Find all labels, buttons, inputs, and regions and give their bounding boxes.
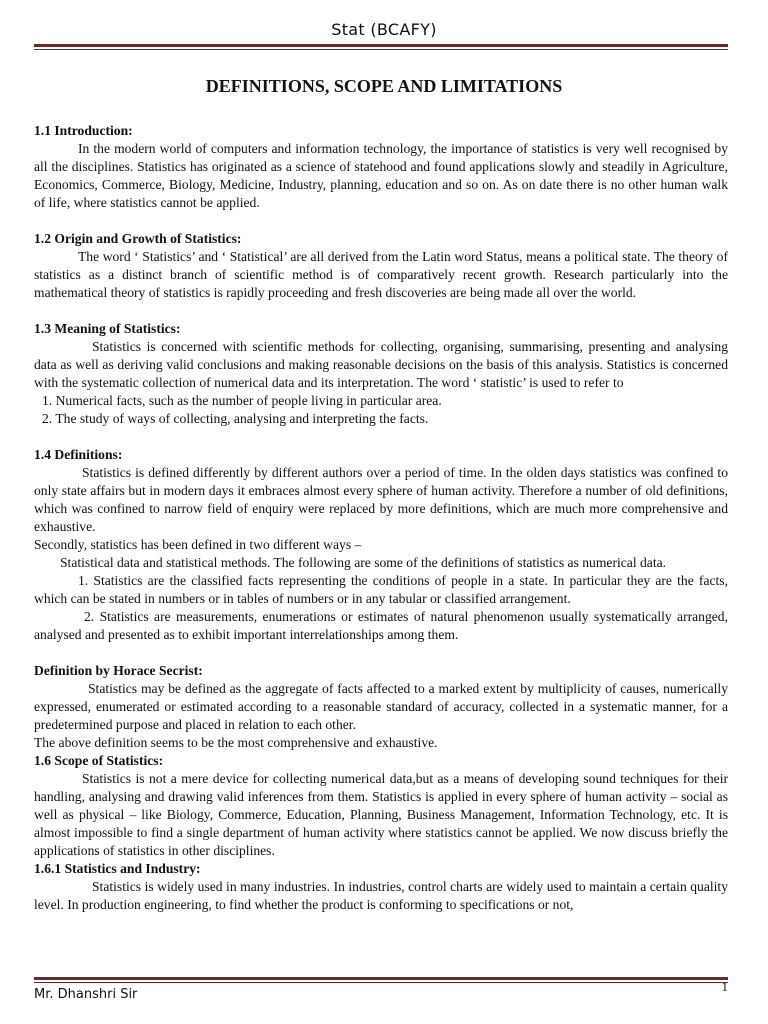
paragraph-horace-note: The above definition seems to be the most comprehensive and exhaustive. (34, 735, 438, 750)
section-heading-definitions: 1.4 Definitions: (34, 447, 123, 462)
running-header: Stat (BCAFY) (331, 20, 437, 39)
footer-rule (34, 977, 728, 983)
paragraph-industry: Statistics is widely used in many industries. In industries, control charts are widely used to maintain a certain quality level. In production engineering, to find whether the product is conforming to specifications or not, (34, 879, 728, 912)
paragraph-scope: Statistics is not a mere device for collecting numerical data,but as a means of developing sound techniques for their handling, analysing and drawing valid inferences from them. Statistics is applied in every sphere of human activity – social as well as physical – like Biology, Commerce, Education, Planning, Business Management, Information Technology, etc. It is almost impossible to find a single department of human activity where statistics cannot be applied. We now discuss briefly the applications of statistics in other disciplines. (34, 771, 728, 858)
list-item: 1. Numerical facts, such as the number of people living in particular area. (42, 393, 442, 408)
list-item: 2. The study of ways of collecting, analysing and interpreting the facts. (42, 411, 429, 426)
paragraph-definitions: Statistics is defined differently by different authors over a period of time. In the olden days statistics was confined to only state affairs but in modern days it embraces almost every sphere of human activity. Therefore a number of old definitions, which was confined to narrow field of enquiry were replaced by more definitions, which are much more comprehensive and exhaustive. (34, 465, 728, 534)
section-heading-scope: 1.6 Scope of Statistics: (34, 753, 164, 768)
paragraph-origin: The word ‘ Statistics’ and ‘ Statistical’ are all derived from the Latin word Status, means a political state. The theory of statistics as a distinct branch of scientific method is of comparatively recent growth. Research particularly into the mathematical theory of statistics is rapidly proceeding and fresh discoveries are being made all over the world. (34, 249, 728, 300)
header-rule (34, 44, 728, 50)
paragraph-meaning: Statistics is concerned with scientific methods for collecting, organising, summarising, presenting and analysing data as well as deriving valid conclusions and making reasonable decisions on the basis of this analysis. Statistics is concerned with the systematic collection of numerical data and its interpretation. The word ‘ statistic’ is used to refer to (34, 339, 728, 390)
paragraph-horace-secrist: Statistics may be defined as the aggregate of facts affected to a marked extent by multiplicity of causes, numerically expressed, enumerated or estimated according to a reasonable standard of accuracy, collected in a systematic manner, for a predetermined purpose and placed in relation to each other. (34, 681, 728, 732)
paragraph-introduction: In the modern world of computers and information technology, the importance of statistics is very well recognised by all the disciplines. Statistics has originated as a science of statehood and found applications slowly and steadily in Agriculture, Economics, Commerce, Biology, Medicine, Industry, planning, education and so on. As on date there is no other human walk of life, where statistics cannot be applied. (34, 141, 728, 210)
footer-author: Mr. Dhanshri Sir (34, 987, 138, 1002)
page-number: 1 (721, 979, 728, 994)
document-body (34, 122, 728, 914)
definition-item-2: 2. Statistics are measurements, enumerations or estimates of natural phenomenon usually systematically arranged, analysed and presented as to exhibit important interrelationships among them. (34, 609, 728, 642)
section-heading-horace-secrist: Definition by Horace Secrist: (34, 663, 203, 678)
section-heading-meaning: 1.3 Meaning of Statistics: (34, 321, 181, 336)
page-title: DEFINITIONS, SCOPE AND LIMITATIONS (205, 76, 563, 96)
definition-item-1: 1. Statistics are the classified facts representing the conditions of people in a state. In particular they are the facts, which can be stated in numbers or in tables of numbers or in any tabular or classified arrangement. (34, 573, 728, 606)
paragraph-two-ways: Statistical data and statistical methods. The following are some of the definitions of statistics as numerical data. (60, 555, 667, 570)
section-heading-industry: 1.6.1 Statistics and Industry: (34, 861, 201, 876)
section-heading-introduction: 1.1 Introduction: (34, 123, 133, 138)
section-heading-origin: 1.2 Origin and Growth of Statistics: (34, 231, 242, 246)
paragraph-secondly: Secondly, statistics has been defined in two different ways – (34, 537, 362, 552)
